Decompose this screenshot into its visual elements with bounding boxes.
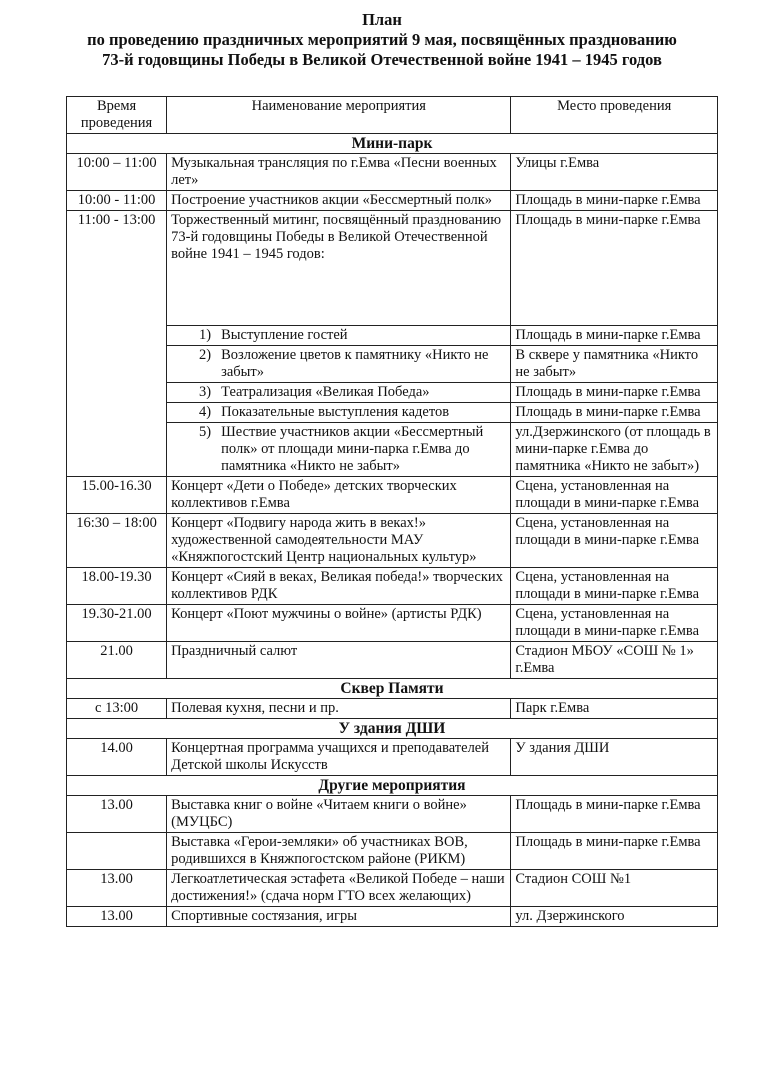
- table-row: [67, 699, 718, 719]
- table-row: [67, 211, 718, 326]
- table-row: [67, 739, 718, 776]
- event-name: Праздничный салют: [167, 642, 511, 679]
- event-name: Выставка книг о войне «Читаем книги о войне» (МУЦБС): [167, 796, 511, 833]
- event-time: 18.00-19.30: [67, 568, 167, 605]
- event-place: Парк г.Емва: [511, 699, 718, 719]
- event-time: [67, 833, 167, 870]
- event-name: Концерт «Подвигу народа жить в веках!» художественной самодеятельности МАУ «Княжпогостский Центр национальных культур»: [167, 514, 511, 568]
- subitem-number: 4): [199, 404, 212, 420]
- event-place: У здания ДШИ: [511, 739, 718, 776]
- document-heading: [0, 10, 764, 70]
- event-subitem: [167, 383, 511, 403]
- table-row: [67, 907, 718, 927]
- event-place: Площадь в мини-парке г.Емва: [511, 211, 718, 326]
- event-time: 16:30 – 18:00: [67, 514, 167, 568]
- event-place: Площадь в мини-парке г.Емва: [511, 403, 718, 423]
- column-header-name: Наименование мероприятия: [167, 97, 511, 134]
- table-row: [67, 477, 718, 514]
- event-place: ул.Дзержинского (от площадь в мини-парке г.Емва до памятника «Никто не забыт»): [511, 423, 718, 477]
- subitem-number: 2): [199, 347, 212, 363]
- section-row-other: [67, 776, 718, 796]
- event-subitem: [167, 326, 511, 346]
- event-name: Спортивные состязания, игры: [167, 907, 511, 927]
- event-name: Возложение цветов к памятнику «Никто не забыт»: [221, 347, 489, 380]
- event-time: 19.30-21.00: [67, 605, 167, 642]
- table-row: [67, 870, 718, 907]
- subitem-number: 1): [199, 327, 212, 343]
- event-name: Концерт «Поют мужчины о войне» (артисты РДК): [167, 605, 511, 642]
- event-subitem: [167, 423, 511, 477]
- event-place: Площадь в мини-парке г.Емва: [511, 796, 718, 833]
- event-name: Легкоатлетическая эстафета «Великой Победе – наши достижения!» (сдача норм ГТО всех желающих): [167, 870, 511, 907]
- event-time: 15.00-16.30: [67, 477, 167, 514]
- event-name: Показательные выступления кадетов: [221, 404, 450, 420]
- event-name: Выступление гостей: [221, 327, 348, 343]
- table-row: [67, 642, 718, 679]
- event-name: Торжественный митинг, посвящённый празднованию 73-й годовщины Победы в Великой Отечественной войне 1941 – 1945 годов:: [167, 211, 511, 326]
- section-title: У здания ДШИ: [67, 719, 718, 739]
- heading-title: План: [362, 10, 402, 29]
- event-place: Площадь в мини-парке г.Емва: [511, 326, 718, 346]
- section-row-dshi: [67, 719, 718, 739]
- event-place: Стадион МБОУ «СОШ № 1» г.Емва: [511, 642, 718, 679]
- subitem-number: 3): [199, 384, 212, 400]
- section-row-skver: [67, 679, 718, 699]
- event-time: 14.00: [67, 739, 167, 776]
- event-time: 10:00 – 11:00: [67, 154, 167, 191]
- event-place: В сквере у памятника «Никто не забыт»: [511, 346, 718, 383]
- event-time: 10:00 - 11:00: [67, 191, 167, 211]
- event-subitem: [167, 346, 511, 383]
- table-row: [67, 514, 718, 568]
- event-place: ул. Дзержинского: [511, 907, 718, 927]
- event-name: Концерт «Дети о Победе» детских творческих коллективов г.Емва: [167, 477, 511, 514]
- event-place: Сцена, установленная на площади в мини-парке г.Емва: [511, 514, 718, 568]
- event-place: Стадион СОШ №1: [511, 870, 718, 907]
- section-title: Мини-парк: [67, 134, 718, 154]
- event-place: Сцена, установленная на площади в мини-парке г.Емва: [511, 477, 718, 514]
- event-place: Площадь в мини-парке г.Емва: [511, 383, 718, 403]
- event-time: 11:00 - 13:00: [67, 211, 167, 477]
- event-name: Построение участников акции «Бессмертный полк»: [167, 191, 511, 211]
- event-time: 13.00: [67, 907, 167, 927]
- section-title: Другие мероприятия: [67, 776, 718, 796]
- event-place: Сцена, установленная на площади в мини-парке г.Емва: [511, 605, 718, 642]
- event-name: Шествие участников акции «Бессмертный полк» от площади мини-парка г.Емва до памятника «Никто не забыт»: [221, 424, 484, 474]
- heading-subtitle-line-2: 73-й годовщины Победы в Великой Отечественной войне 1941 – 1945 годов: [102, 50, 662, 69]
- event-name: Полевая кухня, песни и пр.: [167, 699, 511, 719]
- table-row: [67, 605, 718, 642]
- event-name: Театрализация «Великая Победа»: [221, 384, 430, 400]
- table-row: [67, 568, 718, 605]
- event-place: Площадь в мини-парке г.Емва: [511, 191, 718, 211]
- event-name: Выставка «Герои-земляки» об участниках ВОВ, родившихся в Княжпогостском районе (РИКМ): [167, 833, 511, 870]
- event-time: 13.00: [67, 870, 167, 907]
- table-row: [67, 191, 718, 211]
- heading-subtitle-line-1: по проведению праздничных мероприятий 9 мая, посвящённых празднованию: [87, 30, 677, 49]
- event-time: с 13:00: [67, 699, 167, 719]
- section-row-minipark: [67, 134, 718, 154]
- table-header-row: [67, 97, 718, 134]
- event-name: Концертная программа учащихся и преподавателей Детской школы Искусств: [167, 739, 511, 776]
- event-name: Музыкальная трансляция по г.Емва «Песни военных лет»: [167, 154, 511, 191]
- subitem-number: 5): [199, 424, 212, 440]
- table-row: [67, 833, 718, 870]
- table-row: [67, 796, 718, 833]
- event-place: Сцена, установленная на площади в мини-парке г.Емва: [511, 568, 718, 605]
- event-place: Улицы г.Емва: [511, 154, 718, 191]
- events-table: [66, 96, 718, 927]
- column-header-place: Место проведения: [511, 97, 718, 134]
- event-place: Площадь в мини-парке г.Емва: [511, 833, 718, 870]
- event-subitem: [167, 403, 511, 423]
- event-time: 13.00: [67, 796, 167, 833]
- table-row: [67, 154, 718, 191]
- section-title: Сквер Памяти: [67, 679, 718, 699]
- column-header-time: Время проведения: [67, 97, 167, 134]
- event-name: Концерт «Сияй в веках, Великая победа!» творческих коллективов РДК: [167, 568, 511, 605]
- event-time: 21.00: [67, 642, 167, 679]
